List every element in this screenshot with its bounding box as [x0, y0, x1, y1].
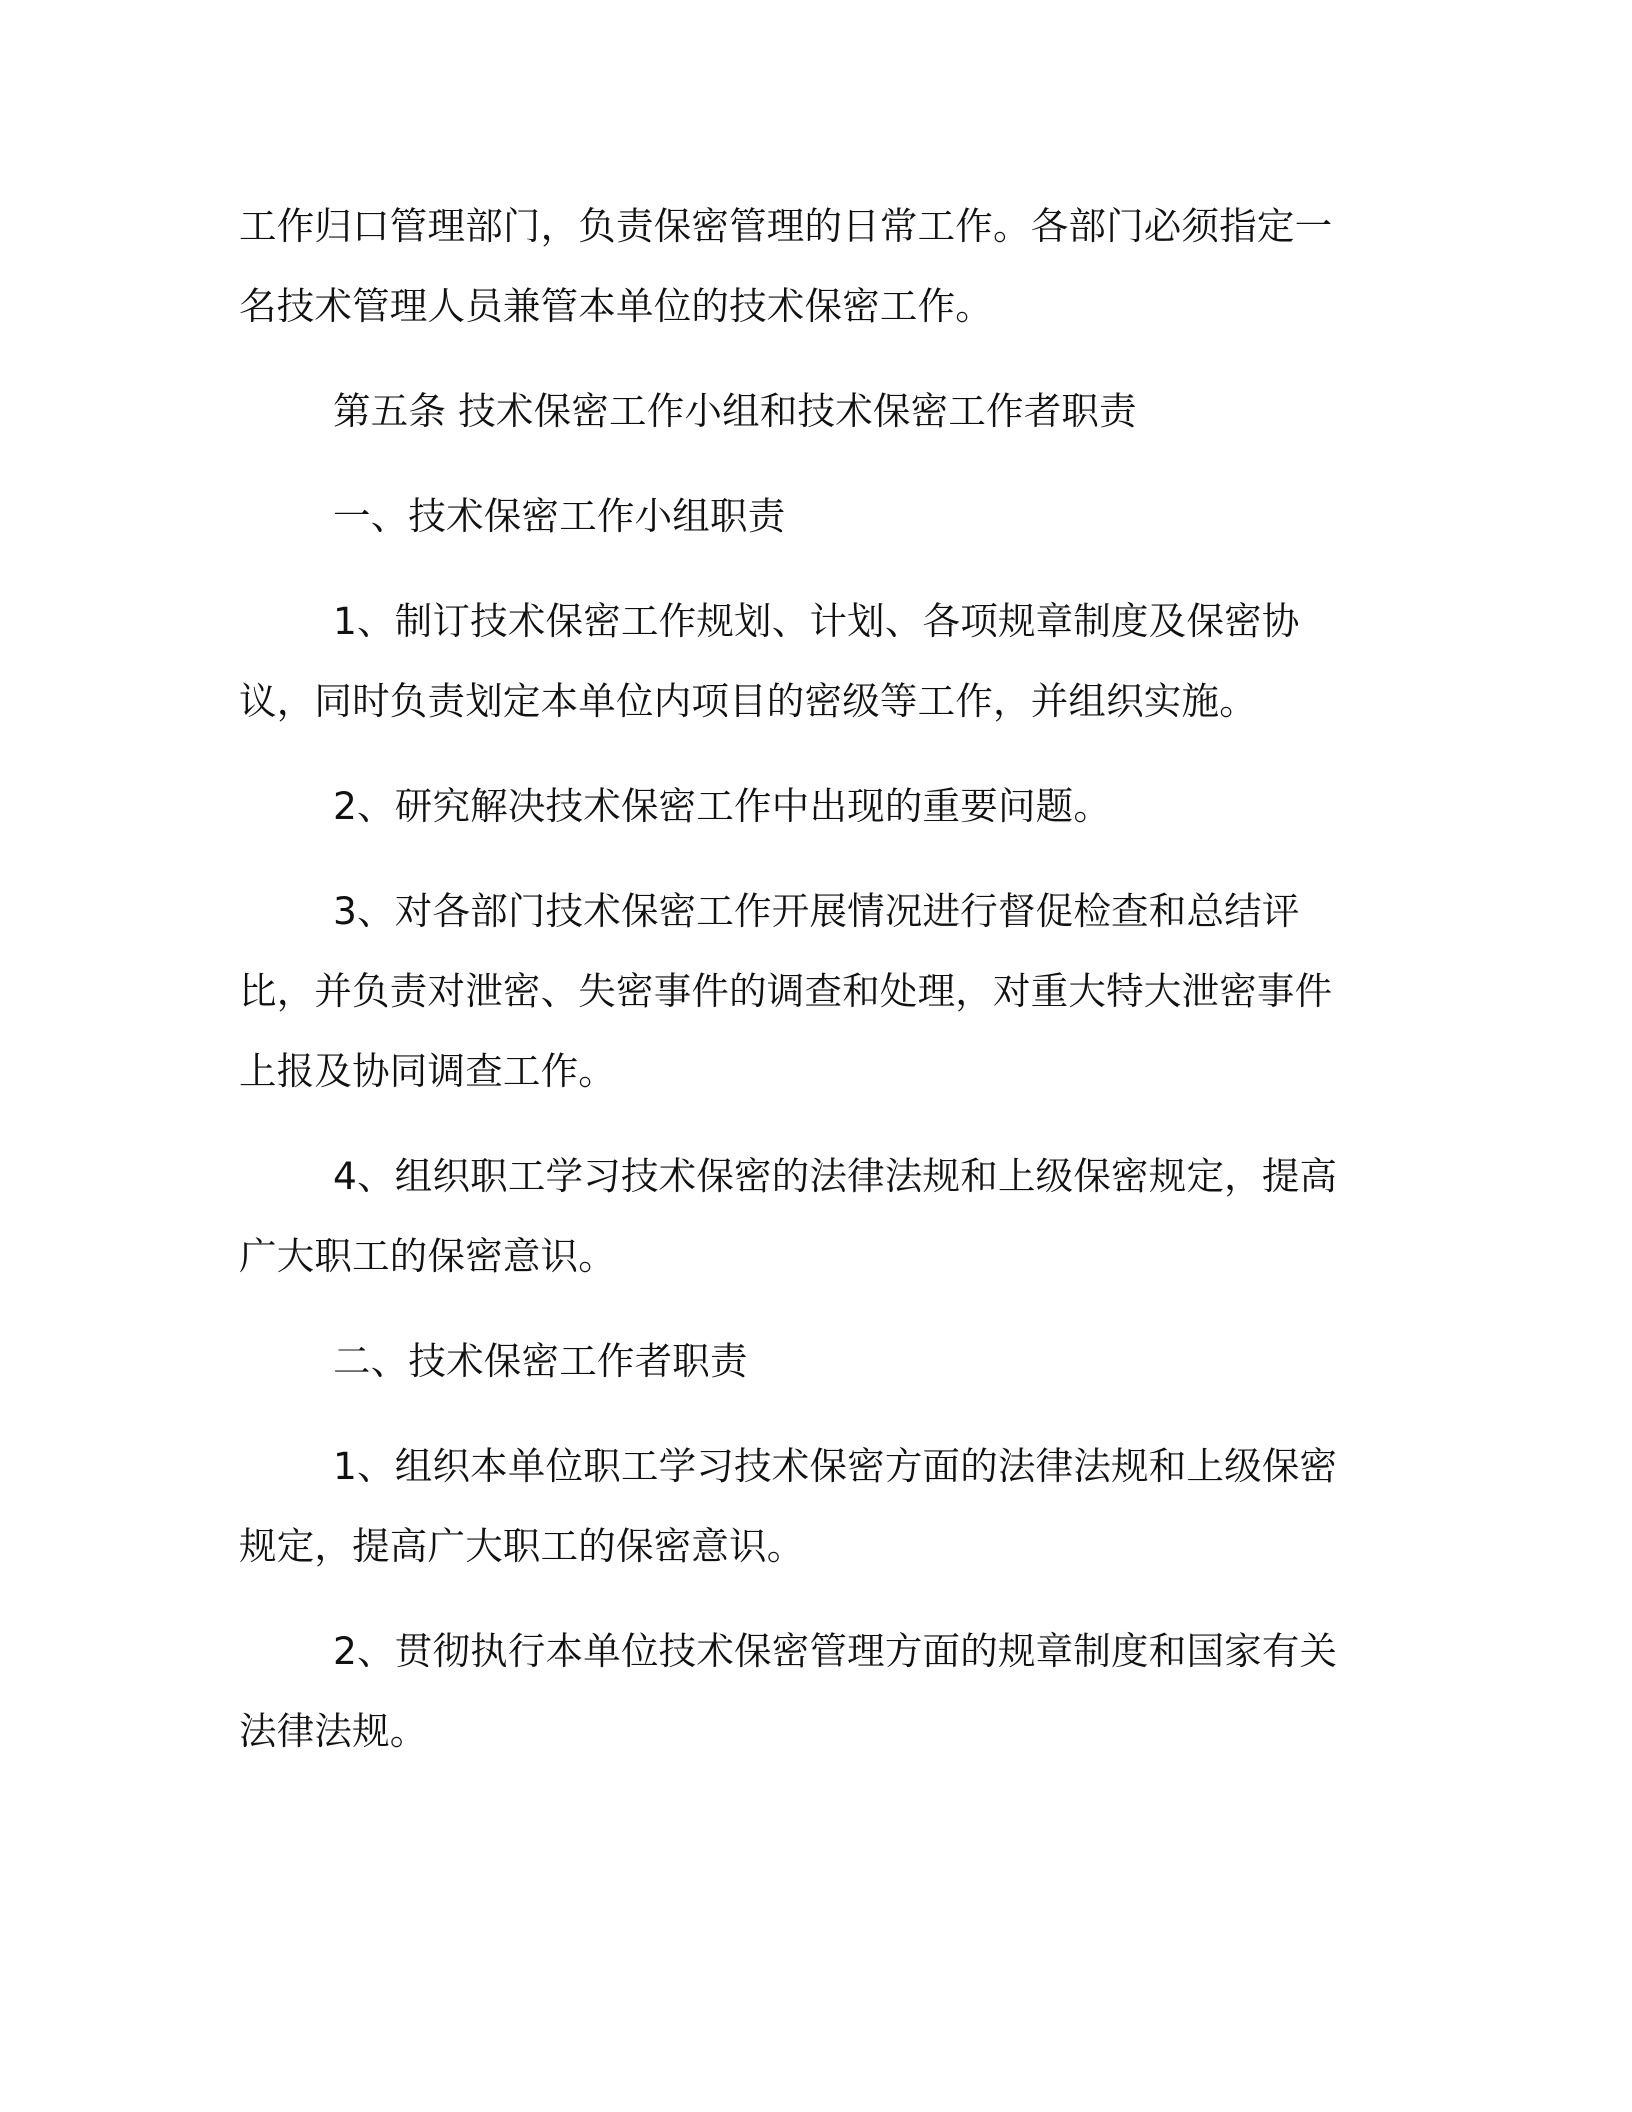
paragraph-item-2-2: 2、贯彻执行本单位技术保密管理方面的规章制度和国家有关法律法规。 — [239, 1629, 1338, 1753]
paragraph-item-1-4: 4、组织职工学习技术保密的法律法规和上级保密规定，提高广大职工的保密意识。 — [239, 1154, 1338, 1278]
paragraph-item-1-2: 2、研究解决技术保密工作中出现的重要问题。 — [333, 784, 1112, 828]
section-heading-1: 一、技术保密工作小组职责 — [333, 494, 786, 538]
article-heading: 第五条 技术保密工作小组和技术保密工作者职责 — [333, 389, 1137, 433]
paragraph-item-1-3: 3、对各部门技术保密工作开展情况进行督促检查和总结评比，并负责对泄密、失密事件的调查和处理，对重大特大泄密事件上报及协同调查工作。 — [239, 889, 1333, 1093]
paragraph-item-1-1: 1、制订技术保密工作规划、计划、各项规章制度及保密协议，同时负责划定本单位内项目的密级等工作，并组织实施。 — [239, 599, 1300, 723]
document-body — [239, 186, 1369, 1796]
paragraph-continuation: 工作归口管理部门，负责保密管理的日常工作。各部门必须指定一名技术管理人员兼管本单位的技术保密工作。 — [239, 204, 1333, 328]
paragraph-item-2-1: 1、组织本单位职工学习技术保密方面的法律法规和上级保密规定，提高广大职工的保密意识。 — [239, 1444, 1338, 1568]
section-heading-2: 二、技术保密工作者职责 — [333, 1339, 748, 1383]
